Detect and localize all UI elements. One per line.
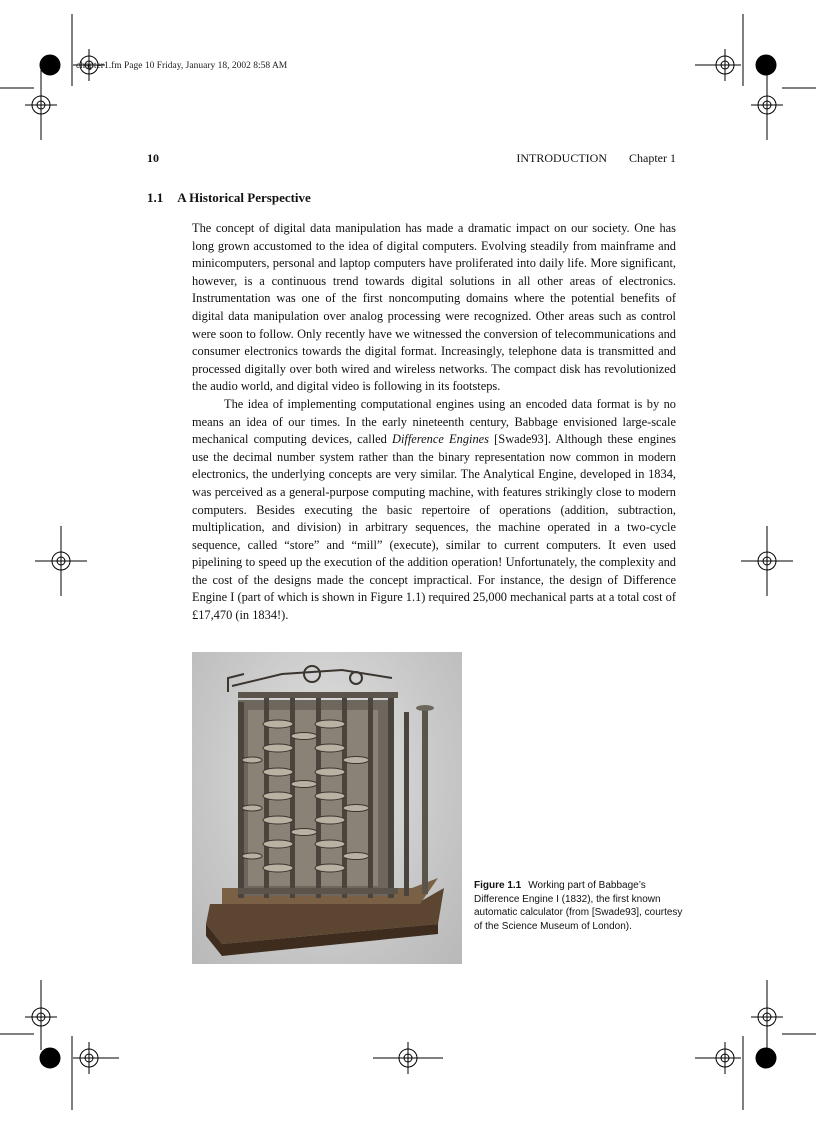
paragraph-2: The idea of implementing computational engines using an encoded data format is by no means an idea of our times. In the early nineteenth century, Babbage envisioned large-scale mechanical computing devices, called Difference Engines [Swade93]. Although these engines use the decimal number system rather than the binary representation now common in modern electronics, the underlying concepts are very similar. The Analytical Engine, developed in 1834, was perceived as a general-purpose computing machine, with features strikingly close to modern computers. Besides executing the basic repertoire of operations (addition, subtraction, multiplication, and division) in arbitrary sequences, the machine operated in a two-cycle sequence, called “store” and “mill” (execute), similar to current computers. It even used pipelining to speed up the execution of the addition operation! Unfortunately, the complexity and the cost of the designs made the concept impractical. For instance, the design of Difference Engine I (part of which is shown in Figure 1.1) required 25,000 mechanical parts at a total cost of £17,470 (in 1834!). (192, 396, 676, 623)
figure-photo-difference-engine (192, 652, 462, 964)
registration-mark-icon (373, 1042, 443, 1074)
registration-mark-icon (73, 1042, 119, 1074)
running-head (516, 151, 676, 166)
section-title: A Historical Perspective (177, 190, 311, 205)
registration-mark-icon (695, 1042, 741, 1074)
figure-label: Figure 1.1 (474, 880, 522, 891)
difference-engines-term: Difference Engines (392, 432, 489, 447)
section-number: 1.1 (147, 190, 164, 205)
body-text (192, 220, 676, 625)
running-head-title: INTRODUCTION (516, 151, 607, 165)
difference-engine-illustration (192, 652, 462, 964)
figure-caption-text: Working part of Babbage’s Difference Engine I (1832), the first known automatic calculator (from [Swade93], courtesy of the Science Museum of London). (474, 880, 683, 932)
running-head-chapter: Chapter 1 (629, 151, 676, 165)
paragraph-1: The concept of digital data manipulation has made a dramatic impact on our society. One has long grown accustomed to the idea of digital computers. Evolving steadily from mainframe and minicomputers, personal and laptop computers have proliferated into daily life. More significant, however, is a continuous trend towards digital solutions in all other areas of electronics. Instrumentation was one of the first noncomputing domains where the potential benefits of digital data manipulation over analog processing were recognized. Other areas such as control were soon to follow. Only recently have we witnessed the conversion of telecommunications and consumer electronics towards the digital format. Increasingly, telephone data is transmitted and processed digitally over both wired and wireless networks. The compact disk has revolutionized the audio world, and digital video is following in its footsteps. (192, 221, 676, 394)
registration-mark-icon (756, 1048, 776, 1068)
figure-caption (474, 879, 684, 933)
registration-mark-icon (695, 49, 741, 81)
registration-mark-icon (40, 1048, 60, 1068)
page-number: 10 (147, 151, 159, 165)
registration-mark-icon (40, 55, 60, 75)
registration-mark-icon (756, 55, 776, 75)
section-heading (147, 190, 311, 206)
slug-line: chapter1.fm Page 10 Friday, January 18, 2002 8:58 AM (76, 61, 288, 71)
